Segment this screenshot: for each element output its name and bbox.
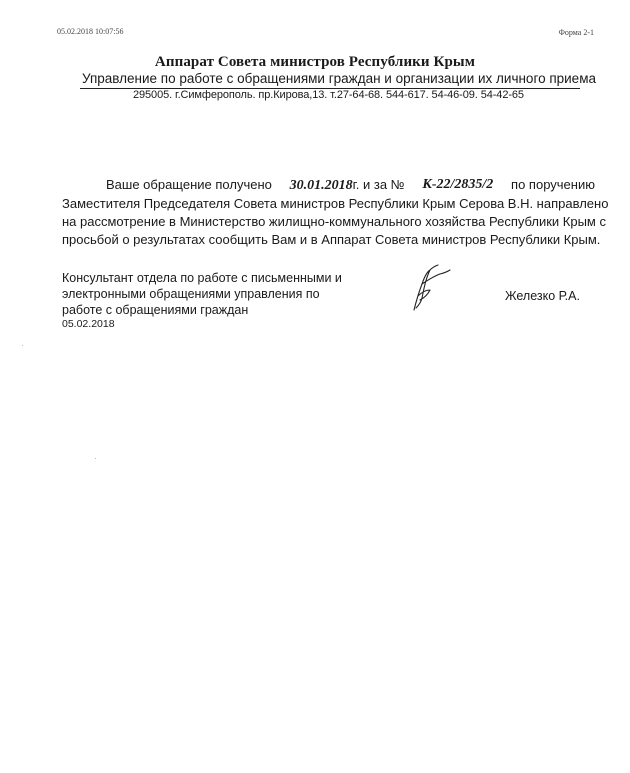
- body-line-1-mid: г. и за №: [352, 177, 405, 192]
- body-line-1-prefix: Ваше обращение получено: [106, 177, 272, 192]
- organization-address: 295005. г.Симферополь. пр.Кирова,13. т.27-64-68. 544-617. 54-46-09. 54-42-65: [133, 89, 524, 101]
- form-label: Форма 2-1: [558, 28, 594, 37]
- signatory-position-2: электронными обращениями управления по: [62, 287, 320, 301]
- signature-date: 05.02.2018: [62, 318, 115, 330]
- organization-title: Аппарат Совета министров Республики Крым: [154, 54, 476, 70]
- body-line-3: на рассмотрение в Министерство жилищно-коммунального хозяйства Республики Крым с: [62, 214, 606, 229]
- scan-speck: [95, 458, 96, 459]
- signatory-position-1: Консультант отдела по работе с письменными и: [62, 271, 342, 285]
- body-line-1-suffix: по поручению: [511, 177, 595, 192]
- handwritten-signature: [400, 262, 460, 314]
- letter-body: [62, 176, 609, 249]
- body-line-1: [62, 176, 595, 195]
- signatory-block: [62, 270, 372, 331]
- registration-number: К-22/2835/2: [422, 177, 494, 192]
- print-datetime: 05.02.2018 10:07:56: [57, 27, 124, 36]
- signatory-position-3: работе с обращениями граждан: [62, 303, 249, 317]
- body-line-4: просьбой о результатах сообщить Вам и в Аппарат Совета министров Республики Крым.: [62, 232, 601, 247]
- body-line-2: Заместителя Председателя Совета министров Республики Крым Серова В.Н. направлено: [62, 196, 609, 211]
- signer-name: Железко Р.А.: [505, 289, 580, 303]
- department-name: Управление по работе с обращениями граждан и организации их личного приема: [82, 71, 596, 86]
- scan-speck: [22, 345, 23, 346]
- received-date: 30.01.2018: [289, 178, 353, 193]
- received-date-group: [290, 176, 405, 195]
